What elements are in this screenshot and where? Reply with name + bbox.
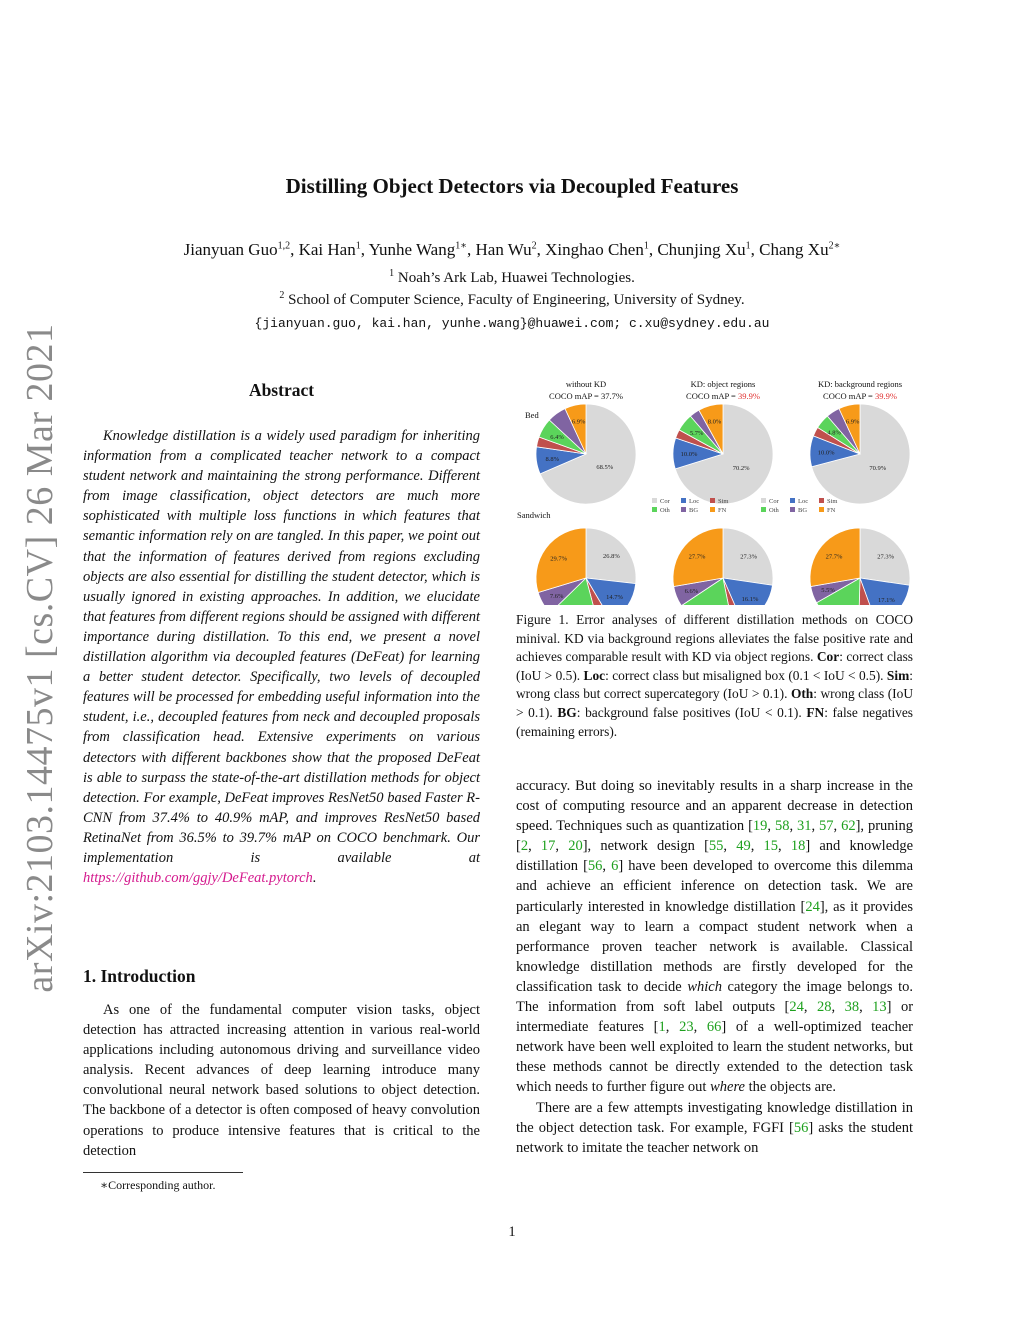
citation-link[interactable]: 56 bbox=[587, 858, 603, 875]
introduction-paragraph: As one of the fundamental computer vision tasks, object detection has attracted increasing attention in various real-world applications including autonomous driving and surveillance video analysis. Recent advances of deep learning introduce many convolutional neural network based solutions to object detection. The backbone of a detector is often composed of heavy convolution operations to produce intensive features that is critical to the detection bbox=[83, 1002, 480, 1159]
row-label: Sandwich bbox=[517, 510, 551, 520]
figure-1-pie-charts bbox=[511, 375, 921, 605]
pie-data-label: 29.7% bbox=[550, 555, 568, 563]
footnote-divider bbox=[83, 1172, 243, 1173]
pie-data-label: 27.7% bbox=[688, 553, 706, 561]
chart-column-map bbox=[823, 391, 897, 401]
pie-data-label: 6.6% bbox=[684, 588, 699, 596]
pie-data-label: 27.3% bbox=[877, 553, 895, 561]
caption-term: Oth bbox=[790, 686, 814, 702]
footnote: ∗Corresponding author. bbox=[100, 1178, 216, 1192]
map-value: 39.9% bbox=[874, 391, 897, 401]
pie-data-label: 5.5% bbox=[821, 587, 835, 594]
citation-link[interactable]: 28 bbox=[816, 999, 832, 1016]
row-label: Bed bbox=[525, 410, 539, 420]
pie-chart bbox=[673, 528, 773, 605]
citation-link[interactable]: 55 bbox=[708, 838, 724, 855]
author-name: Jianyuan Guo bbox=[183, 240, 278, 259]
citation-link[interactable]: 24 bbox=[789, 999, 804, 1016]
citation-link[interactable]: 24 bbox=[805, 898, 820, 915]
emphasis: which bbox=[687, 978, 722, 995]
citation-link[interactable]: 15 bbox=[763, 838, 779, 855]
author-name: Yunhe Wang bbox=[368, 240, 456, 259]
page-number: 1 bbox=[508, 1224, 516, 1240]
pie-data-label: 70.2% bbox=[732, 464, 750, 472]
caption-term: Cor bbox=[816, 649, 840, 665]
chart-column-map bbox=[686, 391, 760, 401]
emphasis: where bbox=[710, 1079, 745, 1096]
pie-data-label: 10.0% bbox=[680, 451, 698, 459]
arxiv-identifier: arXiv:2103.14475v1 [cs.CV] 26 Mar 2021 bbox=[19, 323, 61, 993]
legend-swatch-fn bbox=[819, 507, 824, 512]
legend-label: Loc bbox=[798, 498, 809, 505]
legend-swatch-sim bbox=[819, 498, 824, 503]
body-paragraph: There are a few attempts investigating knowledge distillation in the object detection task. For example, FGFI [56] asks the student network to imitate the teacher network on bbox=[516, 1099, 913, 1156]
author-affiliation-mark: 1,2 bbox=[277, 240, 291, 252]
body-paragraph: accuracy. But doing so inevitably results in a sharp increase in the cost of computing resource and an apparent decrease in detection speed. Techniques such as quantization [19, 58, 31, 57, 62], pruning [2, 17, 20], network design [55, 49, 15, 18] and knowledge distillation [56, 6] have been developed to overcome this dilemma and achieve an efficient inference on detection task. We are particularly interested in knowledge distillation [24], as it provides an elegant way to learn a compact student network when a performance proven teacher network is available. Classical knowledge distillation methods are firstly developed for the classification task to decide which category the image belongs to. The information from soft label outputs [24, 28, 38, 13] or intermediate features [1, 23, 66] of a well-optimized teacher network have been well exploited to learn the student networks, but these methods cannot be directly extended to the detection task which needs to further figure out where the objects are. bbox=[516, 778, 914, 1096]
section-heading-introduction: 1. Introduction bbox=[83, 966, 196, 986]
author-emails: {jianyuan.guo, kai.han, yunhe.wang}@huawei.com; c.xu@sydney.edu.au bbox=[254, 316, 770, 331]
pie-data-label: 8.0% bbox=[707, 418, 722, 426]
pie-data-label: 6.9% bbox=[845, 418, 860, 426]
chart-column-title: without KD bbox=[565, 379, 607, 389]
legend-label: Oth bbox=[660, 507, 670, 514]
citation-link[interactable]: 13 bbox=[872, 999, 887, 1016]
legend-swatch-bg bbox=[790, 507, 795, 512]
pie-data-label: 70.9% bbox=[869, 465, 887, 473]
legend-swatch-oth bbox=[761, 507, 766, 512]
author-name: Chunjing Xu bbox=[657, 240, 746, 259]
author-affiliation-mark: 2∗ bbox=[828, 240, 841, 252]
citation-link[interactable]: 18 bbox=[790, 838, 806, 855]
citation-link[interactable]: 57 bbox=[819, 818, 834, 835]
citation-link[interactable]: 49 bbox=[736, 838, 751, 855]
legend-label: FN bbox=[718, 507, 727, 514]
author-name: Xinghao Chen bbox=[545, 240, 644, 259]
chart-column-title: KD: background regions bbox=[817, 379, 903, 389]
author-list: Jianyuan Guo$^{1,2}$, Kai Han$^1$, Yunhe Wang$^{1∗}$, Han Wu$^2$, Xinghao Chen$^1$, Chunjing Xu$^1$, Chang $Xu^{2∗}$ bbox=[183, 240, 841, 259]
map-prefix: COCO mAP = bbox=[686, 391, 738, 401]
caption-term: FN bbox=[806, 704, 825, 720]
map-value: 37.7% bbox=[600, 391, 623, 401]
pie-data-label: 10.0% bbox=[817, 449, 835, 457]
pie-chart bbox=[810, 528, 910, 605]
map-prefix: COCO mAP = bbox=[549, 391, 601, 401]
pie-data-label: 16.1% bbox=[741, 596, 759, 604]
map-prefix: COCO mAP = bbox=[823, 391, 875, 401]
legend-swatch-fn bbox=[710, 507, 715, 512]
abstract-body: Knowledge distillation is a widely used paradigm for inheriting information from a complicated teacher network to a compact student network and maintaining the strong performance. Different from image classification, object detectors are much more sophisticated with multiple loss functions in which features that semantic information rely on are tangled. In this paper, we point out that the information of features derived from regions excluding objects are also essential for distilling the student detector, which is usually ignored in existing approaches. In addition, we elucidate that features from different regions should be assigned with different importance during distillation. To this end, we present a novel distillation algorithm via decoupled features (DeFeat) for learning a better student detector. Specifically, two levels of decoupled features will be processed for embedding useful information into the student, i.e., decoupled features from neck and decoupled proposals from classification head. Extensive experiments on various detectors with different backbones show that the proposed DeFeat is able to surpass the state-of-the-art distillation methods for object detection. For example, DeFeat improves ResNet50 based Faster R-CNN from 37.4% to 40.9% mAP, and improves ResNet50 based RetinaNet from 36.5% to 39.7% mAP on COCO benchmark. Our implementation is available at https://github.com/ggjy/DeFeat.pytorch. bbox=[83, 428, 480, 887]
citation-link[interactable]: 31 bbox=[797, 818, 812, 835]
map-value: 39.9% bbox=[737, 391, 760, 401]
pie-chart bbox=[673, 404, 773, 504]
legend-label: FN bbox=[827, 507, 836, 514]
affiliation-2: $^2$ School of Computer Science, Faculty of Engineering, University of Sydney. bbox=[279, 290, 745, 308]
paper-title: Distilling Object Detectors via Decoupled Features bbox=[285, 174, 739, 198]
pie-data-label: 27.7% bbox=[825, 553, 843, 561]
author-name: Chang Xu bbox=[759, 240, 829, 259]
pie-data-label: 14.7% bbox=[606, 594, 623, 601]
chart-column-map bbox=[549, 391, 623, 401]
legend-swatch-oth bbox=[652, 507, 657, 512]
pie-data-label: 26.8% bbox=[603, 552, 620, 560]
legend-label: Oth bbox=[769, 507, 779, 514]
pie-data-label: 7.6% bbox=[549, 592, 564, 600]
caption-term: BG bbox=[557, 704, 577, 720]
author-name: Kai Han bbox=[298, 240, 356, 259]
citation-link[interactable]: 17 bbox=[540, 838, 556, 855]
citation-link[interactable]: 1 bbox=[658, 1019, 666, 1036]
legend-swatch-loc bbox=[681, 498, 686, 503]
author-affiliation-mark: 2 bbox=[531, 240, 537, 252]
right-column-body bbox=[516, 776, 913, 1158]
author-name: Han Wu bbox=[475, 240, 532, 259]
citation-link[interactable]: 66 bbox=[706, 1019, 722, 1036]
legend-label: Cor bbox=[660, 498, 670, 505]
author-affiliation-mark: 1∗ bbox=[455, 240, 468, 252]
pie-data-label: 5.7% bbox=[689, 430, 704, 438]
legend-label: Cor bbox=[769, 498, 779, 505]
citation-link[interactable]: 56 bbox=[793, 1119, 809, 1136]
citation-link[interactable]: 2 bbox=[520, 838, 529, 855]
citation-link[interactable]: 58 bbox=[774, 818, 790, 835]
pie-data-label: 6.4% bbox=[550, 433, 564, 441]
code-link[interactable]: https://github.com/ggjy/DeFeat.pytorch bbox=[83, 870, 313, 887]
citation-link[interactable]: 19 bbox=[752, 818, 768, 835]
pie-chart bbox=[536, 528, 636, 605]
legend-swatch-sim bbox=[710, 498, 715, 503]
legend-label: BG bbox=[689, 507, 699, 514]
pie-data-label: 27.3% bbox=[740, 553, 758, 561]
citation-link[interactable]: 38 bbox=[844, 999, 860, 1016]
pie-chart bbox=[536, 404, 636, 504]
pie-data-label: 17.1% bbox=[878, 597, 895, 604]
pie-data-label: 6.9% bbox=[571, 418, 586, 426]
figure-caption: Figure 1. Error analyses of different distillation methods on COCO minival. KD via background regions alleviates the false positive rate and achieves comparable result with KD via object regions. Cor: correct class (IoU > 0.5). Loc: correct class but misaligned box (0.1 < IoU < 0.5). Sim: wrong class but correct supercategory (IoU > 0.1). Oth: wrong class (IoU > 0.1). BG: background false positives (IoU < 0.1). FN: false negatives (remaining errors). bbox=[516, 612, 914, 739]
citation-link[interactable]: 23 bbox=[679, 1019, 694, 1036]
citation-link[interactable]: 62 bbox=[841, 818, 856, 835]
legend-swatch-bg bbox=[681, 507, 686, 512]
author-affiliation-mark: 1 bbox=[643, 240, 649, 252]
citation-link[interactable]: 6 bbox=[611, 858, 619, 875]
legend-label: Loc bbox=[689, 498, 700, 505]
caption-term: Loc bbox=[583, 667, 606, 683]
pie-data-label: 68.5% bbox=[596, 463, 614, 471]
legend-label: BG bbox=[798, 507, 808, 514]
author-affiliation-mark: 1 bbox=[745, 240, 751, 252]
citation-link[interactable]: 20 bbox=[568, 838, 583, 855]
legend-swatch-loc bbox=[790, 498, 795, 503]
legend-label: Sim bbox=[827, 498, 838, 505]
chart-column-title: KD: object regions bbox=[690, 379, 756, 389]
author-affiliation-mark: 1 bbox=[355, 240, 361, 252]
pie-data-label: 8.8% bbox=[545, 456, 560, 463]
legend-label: Sim bbox=[718, 498, 729, 505]
pie-chart bbox=[810, 404, 910, 504]
affiliation-1: $^1$ Noah’s Ark Lab, Huawei Technologies. bbox=[389, 268, 635, 286]
legend-swatch-cor bbox=[652, 498, 657, 503]
abstract-heading: Abstract bbox=[248, 380, 315, 400]
pie-data-label: 4.8% bbox=[827, 429, 841, 437]
legend-swatch-cor bbox=[761, 498, 766, 503]
caption-term: Sim bbox=[886, 667, 910, 683]
